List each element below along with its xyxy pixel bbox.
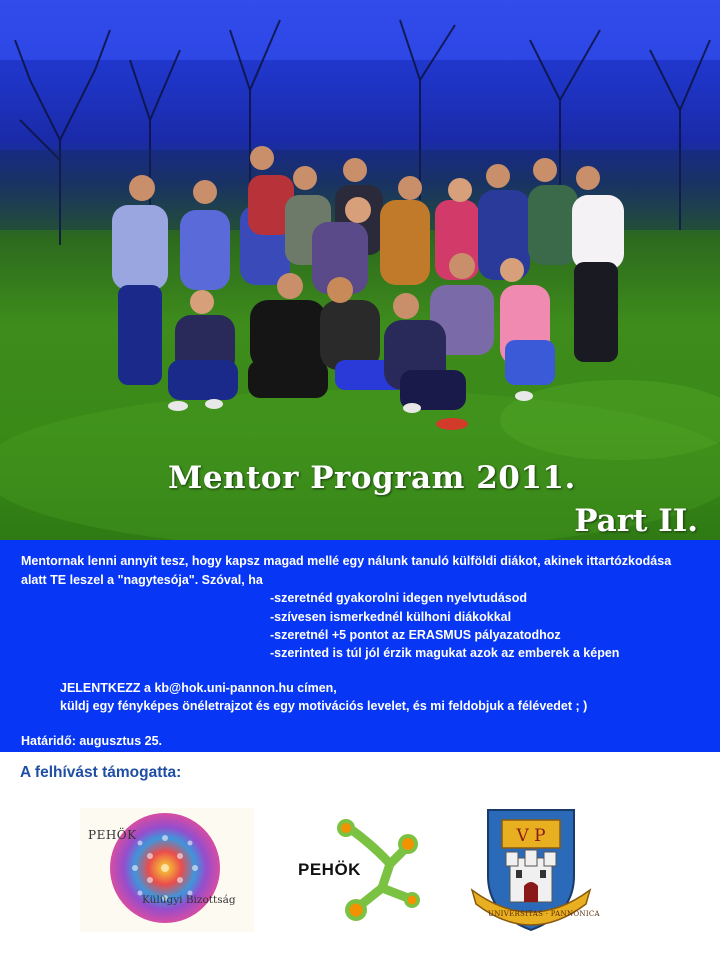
mosaic-globe-icon [80, 808, 254, 932]
shield-letters: V P [516, 826, 546, 846]
ribbon-text: UNIVERSITAS · PANNONICA [488, 910, 600, 918]
poster-title: Mentor Program 2011. [168, 460, 576, 496]
contact-line-2: küldj egy fényképes önéletrajzot és egy motivációs levelet, és mi feldobjuk a félévedet ; ) [60, 699, 588, 713]
university-coat-of-arms [466, 806, 600, 936]
sponsors-title: A felhívást támogatta: [20, 764, 182, 781]
info-panel [0, 540, 720, 752]
bullet-item: -szerinted is túl jól érzik magukat azok az emberek a képen [270, 646, 620, 660]
poster-subtitle: Part II. [574, 503, 698, 539]
deadline-text: Határidő: augusztus 25. [21, 734, 162, 748]
intro-line-2: alatt TE leszel a "nagytesója". Szóval, ha [21, 573, 263, 587]
logo1-top-text: PEHÖK [88, 828, 137, 842]
bullet-item: -szívesen ismerkednél külhoni diákokkal [270, 610, 512, 624]
pehok-logo [296, 818, 424, 928]
contact-line-1: JELENTKEZZ a kb@hok.uni-pannon.hu címen, [60, 681, 337, 695]
bullet-item: -szeretnél +5 pontot az ERASMUS pályazatodhoz [270, 628, 561, 642]
logo1-bottom-text: Külügyi Bizottság [142, 894, 236, 906]
intro-line-1: Mentornak lenni annyit tesz, hogy kapsz magad mellé egy nálunk tanuló külföldi diákot, akinek ittartózkodása [21, 554, 672, 568]
bullet-item: -szeretnéd gyakorolni idegen nyelvtudásod [270, 591, 528, 605]
pehok-kulugyi-logo [80, 808, 254, 932]
logo2-text: PEHÖK [298, 860, 361, 879]
